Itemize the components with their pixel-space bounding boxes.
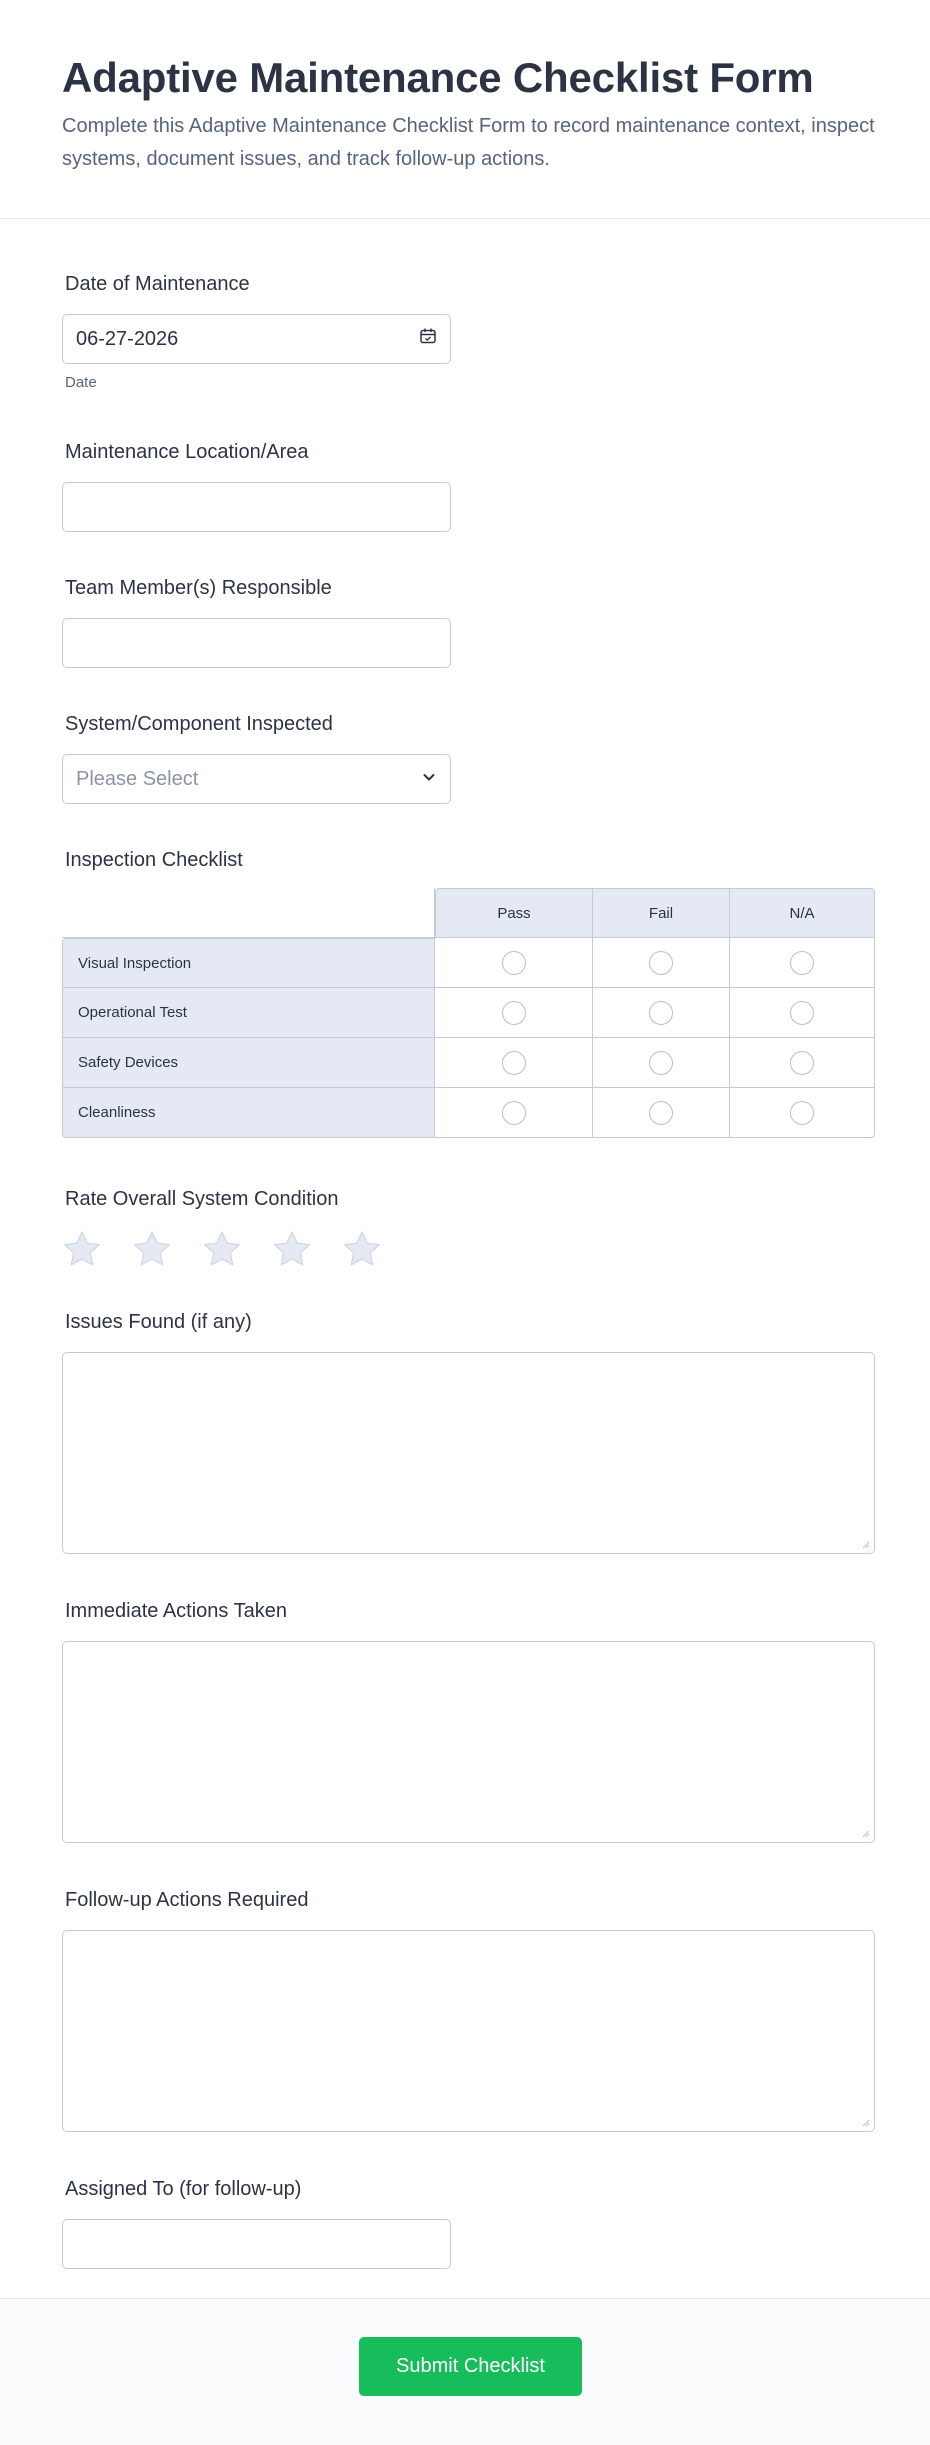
radio-operational-na[interactable] [790,1001,814,1025]
star-icon[interactable] [202,1229,242,1269]
rating-label: Rate Overall System Condition [65,1188,339,1210]
form-title: Adaptive Maintenance Checklist Form [62,54,814,101]
checklist-label: Inspection Checklist [65,849,243,871]
radio-safety-pass[interactable] [502,1051,526,1075]
matrix-column-header: Fail [593,888,730,938]
resize-grip-icon[interactable] [860,2117,870,2127]
radio-cleanliness-fail[interactable] [649,1101,673,1125]
system-placeholder: Please Select [76,767,199,790]
resize-grip-icon[interactable] [860,1539,870,1549]
star-icon[interactable] [132,1229,172,1269]
radio-operational-fail[interactable] [649,1001,673,1025]
matrix-row [62,1038,875,1088]
star-rating [62,1229,382,1269]
calendar-icon[interactable] [419,327,437,351]
form-header [0,0,930,219]
submit-button[interactable]: Submit Checklist [359,2337,582,2396]
checklist-matrix [62,888,875,1138]
date-sublabel: Date [65,374,97,391]
system-select[interactable] [62,754,451,804]
followup-textarea[interactable] [62,1930,875,2132]
immediate-textarea[interactable] [62,1641,875,1843]
system-label: System/Component Inspected [65,713,333,735]
resize-grip-icon[interactable] [860,1828,870,1838]
location-label: Maintenance Location/Area [65,441,309,463]
date-value: 06-27-2026 [76,327,179,350]
checklist-field [62,848,815,1121]
issues-label: Issues Found (if any) [65,1311,252,1333]
matrix-column-header: Pass [435,888,593,938]
immediate-label: Immediate Actions Taken [65,1600,287,1622]
radio-operational-pass[interactable] [502,1001,526,1025]
radio-cleanliness-pass[interactable] [502,1101,526,1125]
star-icon[interactable] [62,1229,102,1269]
radio-visual-na[interactable] [790,951,814,975]
assigned-label: Assigned To (for follow-up) [65,2178,302,2200]
matrix-corner [62,888,435,938]
team-input[interactable] [62,618,451,668]
location-field [62,440,309,464]
matrix-row-label: Cleanliness [62,1088,435,1138]
star-icon[interactable] [342,1229,382,1269]
followup-label: Follow-up Actions Required [65,1889,309,1911]
assigned-input[interactable] [62,2219,451,2269]
issues-field [62,1310,252,1334]
radio-visual-fail[interactable] [649,951,673,975]
form-subtitle: Complete this Adaptive Maintenance Checklist Form to record maintenance context, inspect systems, document issues, and track follow-up actions. [62,115,875,170]
radio-cleanliness-na[interactable] [790,1101,814,1125]
matrix-row-label: Visual Inspection [62,938,435,988]
matrix-row [62,1088,875,1138]
radio-safety-fail[interactable] [649,1051,673,1075]
matrix-row-label: Operational Test [62,988,435,1038]
date-label: Date of Maintenance [65,273,250,295]
team-field [62,576,332,600]
star-icon[interactable] [272,1229,312,1269]
system-field [62,712,333,790]
matrix-row-label: Safety Devices [62,1038,435,1088]
matrix-row [62,988,875,1038]
assigned-field [62,2177,301,2201]
immediate-field [62,1599,287,1623]
matrix-row [62,938,875,988]
rating-field [62,1187,338,1211]
followup-field [62,1888,308,1912]
location-input[interactable] [62,482,451,532]
date-field [62,272,250,391]
radio-visual-pass[interactable] [502,951,526,975]
radio-safety-na[interactable] [790,1051,814,1075]
date-input[interactable] [62,314,451,364]
matrix-column-header: N/A [730,888,875,938]
issues-textarea[interactable] [62,1352,875,1554]
form-footer [0,2298,930,2445]
team-label: Team Member(s) Responsible [65,577,332,599]
chevron-down-icon [421,768,437,791]
